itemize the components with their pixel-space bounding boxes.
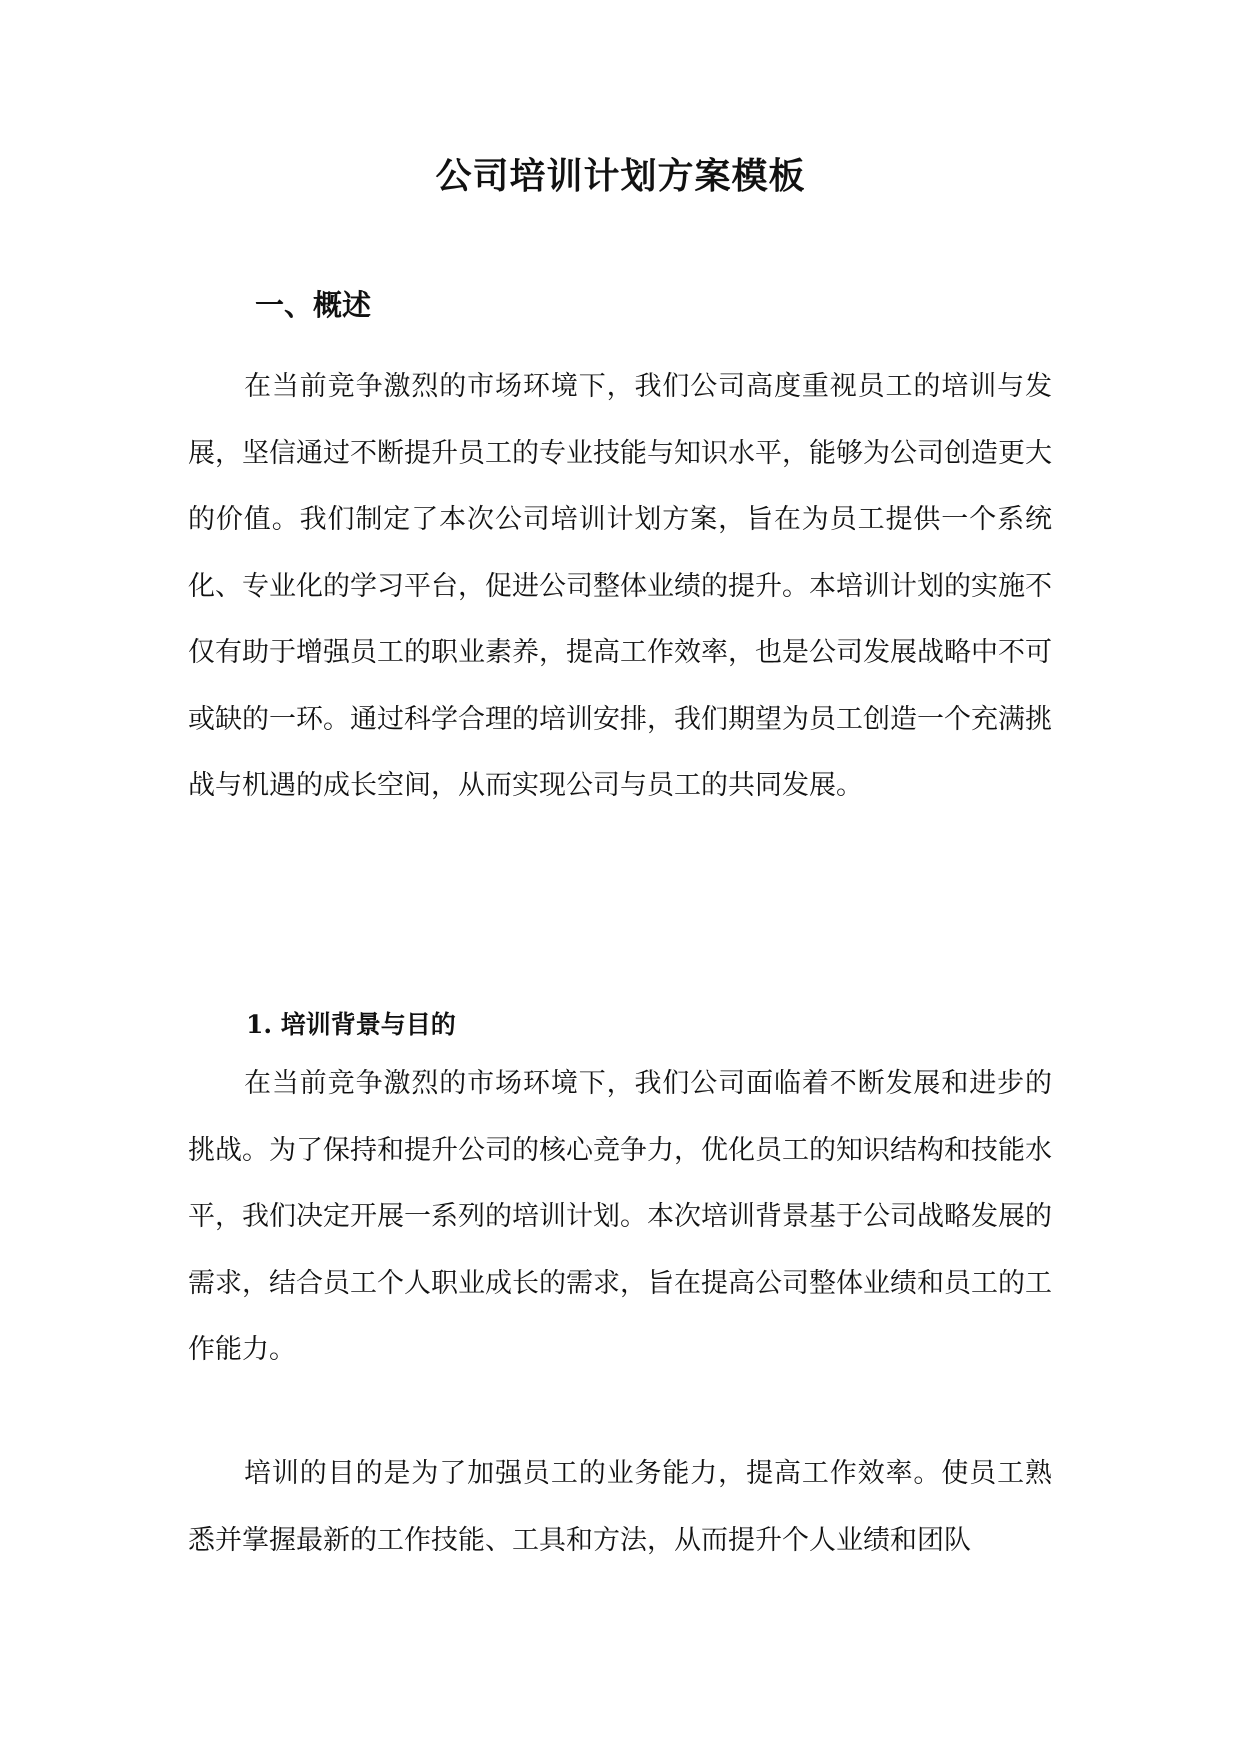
background-paragraph: 在当前竞争激烈的市场环境下，我们公司面临着不断发展和进步的挑战。为了保持和提升公司的核心竞争力，优化员工的知识结构和技能水平，我们决定开展一系列的培训计划。本次培训背景基于公司战略发展的需求，结合员工个人职业成长的需求，旨在提高公司整体业绩和员工的工作能力。 [188, 1068, 1052, 1365]
document-title: 公司培训计划方案模板 [435, 155, 806, 197]
overview-paragraph: 在当前竞争激烈的市场环境下，我们公司高度重视员工的培训与发展，坚信通过不断提升员工的专业技能与知识水平，能够为公司创造更大的价值。我们制定了本次公司培训计划方案，旨在为员工提供一个系统化、专业化的学习平台，促进公司整体业绩的提升。本培训计划的实施不仅有助于增强员工的职业素养，提高工作效率，也是公司发展战略中不可或缺的一环。通过科学合理的培训安排，我们期望为员工创造一个充满挑战与机遇的成长空间，从而实现公司与员工的共同发展。 [188, 371, 1052, 801]
subsection-heading-background: 1. 培训背景与目的 [246, 1010, 456, 1039]
purpose-paragraph: 培训的目的是为了加强员工的业务能力，提高工作效率。使员工熟悉并掌握最新的工作技能、工具和方法，从而提升个人业绩和团队 [188, 1458, 1052, 1556]
section-heading-overview: 一、概述 [255, 288, 372, 322]
